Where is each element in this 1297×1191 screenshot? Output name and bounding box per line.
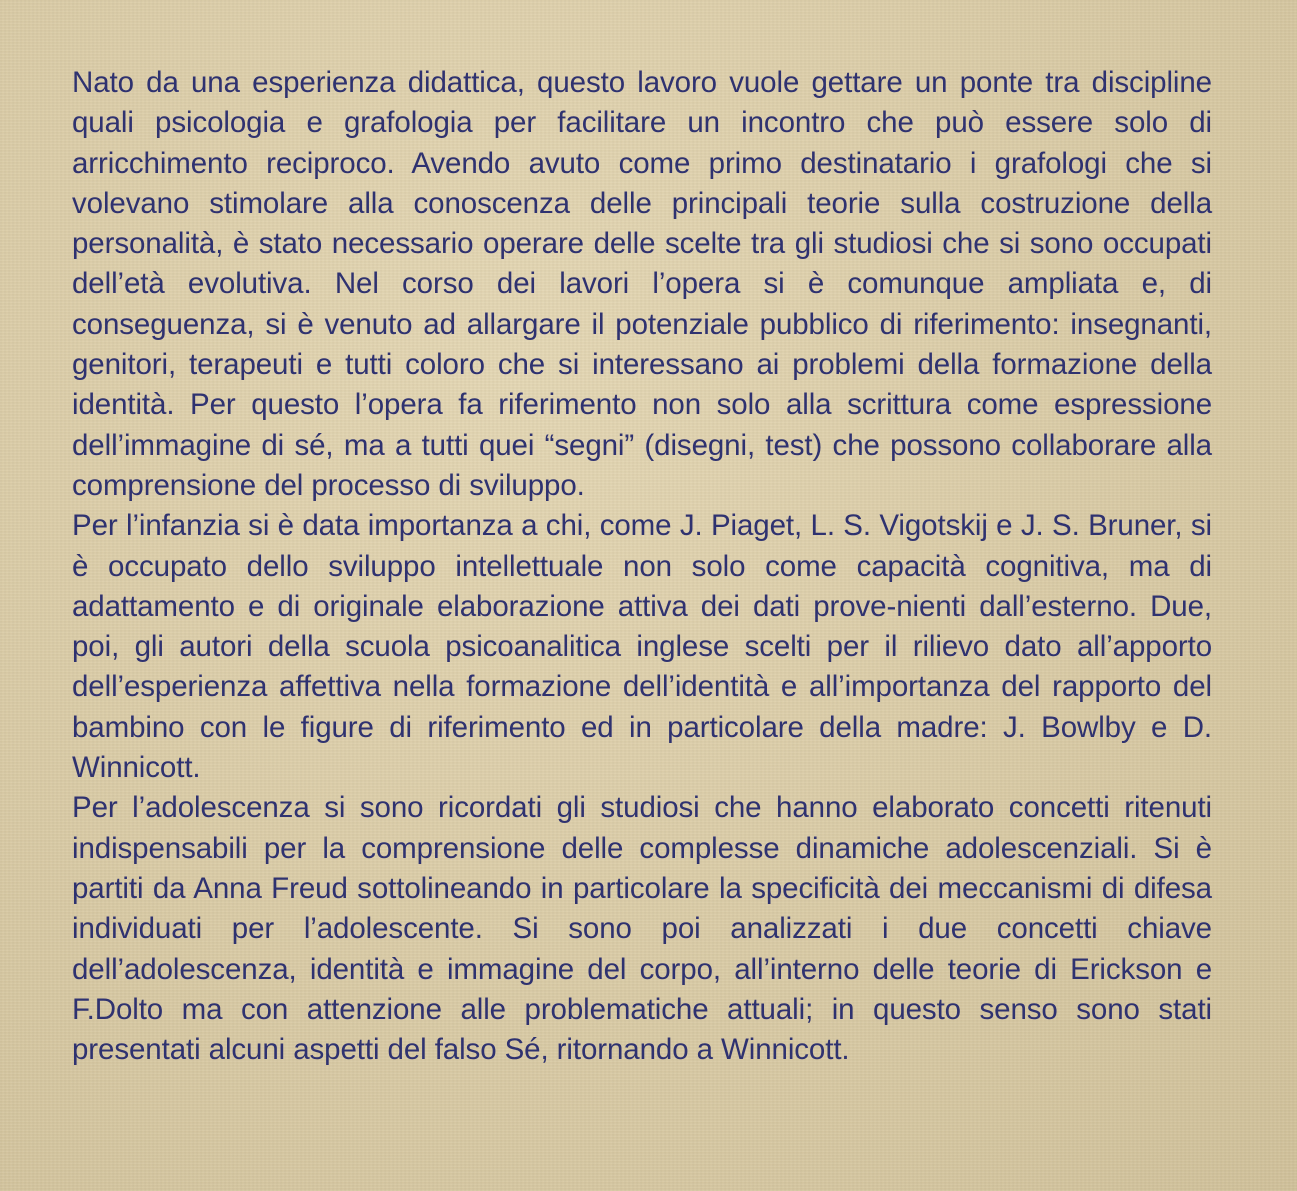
paragraph-adolescence: Per l’adolescenza si sono ricordati gli studiosi che hanno elaborato concetti ritenuti indispensabili per la comprensione delle complesse dinamiche adolescenziali. Si è partiti da Anna Freud sottolineando in particolare la specificità dei meccanismi di difesa individuati per l’adolescente. Si sono poi analizzati i due concetti chiave dell’adolescenza, identità e immagine del corpo, all’interno delle teorie di Erickson e F.Dolto ma con attenzione alle problematiche attuali; in questo senso sono stati presentati alcuni aspetti del falso Sé, ritornando a Winnicott. xyxy=(72,791,1212,1067)
paragraph-intro: Nato da una esperienza didattica, questo lavoro vuole gettare un ponte tra discipline quali psicologia e grafologia per facilitare un incontro che può essere solo di arricchimento reciproco. Avendo avuto come primo destinatario i grafologi che si volevano stimolare alla conoscenza delle principali teorie sulla costruzione della personalità, è stato necessario operare delle scelte tra gli studiosi che si sono occupati dell’età evolutiva. Nel corso dei lavori l’opera si è comunque ampliata e, di conseguenza, si è venuto ad allargare il potenziale pubblico di riferimento: insegnanti, genitori, terapeuti e tutti coloro che si interessano ai problemi della formazione della identità. Per questo l’opera fa riferimento non solo alla scrittura come espressione dell’immagine di sé, ma a tutti quei “segni” (disegni, test) che possono collaborare alla comprensione del processo di sviluppo. xyxy=(72,66,1212,502)
paragraph-infancy: Per l’infanzia si è data importanza a chi, come J. Piaget, L. S. Vigotskij e J. S. Bruner, si è occupato dello sviluppo intellettuale non solo come capacità cognitiva, ma di adattamento e di originale elaborazione attiva dei dati prove-nienti dall’esterno. Due, poi, gli autori della scuola psicoanalitica inglese scelti per il rilievo dato all’apporto dell’esperienza affettiva nella formazione dell’identità e all’importanza del rapporto del bambino con le figure di riferimento ed in particolare della madre: J. Bowlby e D. Winnicott. xyxy=(72,509,1212,785)
text-block xyxy=(72,63,1212,1070)
